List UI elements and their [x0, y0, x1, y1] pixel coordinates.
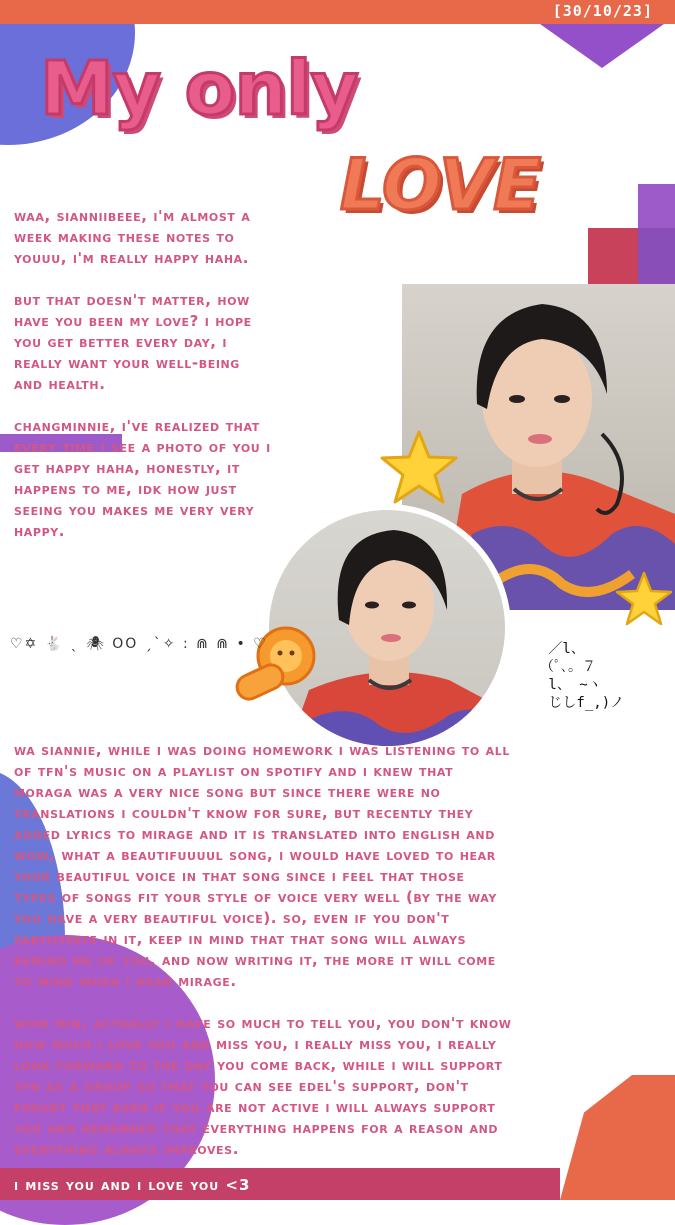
page-title-line1: My only [40, 46, 358, 132]
footer-text: i miss you and i love you <3 [14, 1176, 251, 1194]
decor-square-purple-overlap [638, 228, 675, 284]
page-title-line2: LOVE [340, 144, 542, 226]
doodle-symbols: ♡✡ 🐇 ˎ 🕷 OO ˏˋ✧ : ⋒ ⋒ • ♡ [10, 636, 268, 652]
star-sticker-small [614, 570, 674, 628]
intro-paragraph: waa, sianniibeee, i'm almost a week making these notes to youuu, i'm really happy haha. but that doesn't matter, how have you been my love? i hope you get better every day, i really want your well-being and health. changminnie, i've realized that every time i see a photo of you i get happy haha, honestly, it happens to me, idk how just seeing you makes me very very happy. [14, 207, 271, 540]
cat-kaomoji: ／l、 （ﾟ､。７ l、 ~ヽ じしf_,)ノ [540, 641, 625, 711]
star-sticker-large [378, 428, 460, 508]
date-label: [30/10/23] [552, 2, 653, 20]
decor-triangle-top-right [540, 24, 664, 68]
body-paragraph: wa siannie, while i was doing homework i was listening to all of tfn's music on a playlist on spotify and i knew that moraga was a very nice song but since there were no translations i couldn't know for sure, but recently they added lyrics to mirage and it is translated into english and wow, what a beautifuuuul song, i would have loved to hear your beautiful voice in that song since i feel that those types of songs fit your style of voice very well (by the way you have a very beautiful voice). so, even if you don't participate in it, keep in mind that that song will always remind me of you, and now writing it, the more it will come to mind when i hear mirage. wow min, actually i have so much to tell you, you don't know how much i love you and miss you, i really miss you, i really look forward to the day you come back, while i will support tfn as a group so that you can see edel's support, don't forget that even if you are not active i will always support you and remember that everything happens for a reason and everything always improves. [14, 741, 512, 1158]
lion-sticker [228, 618, 320, 704]
